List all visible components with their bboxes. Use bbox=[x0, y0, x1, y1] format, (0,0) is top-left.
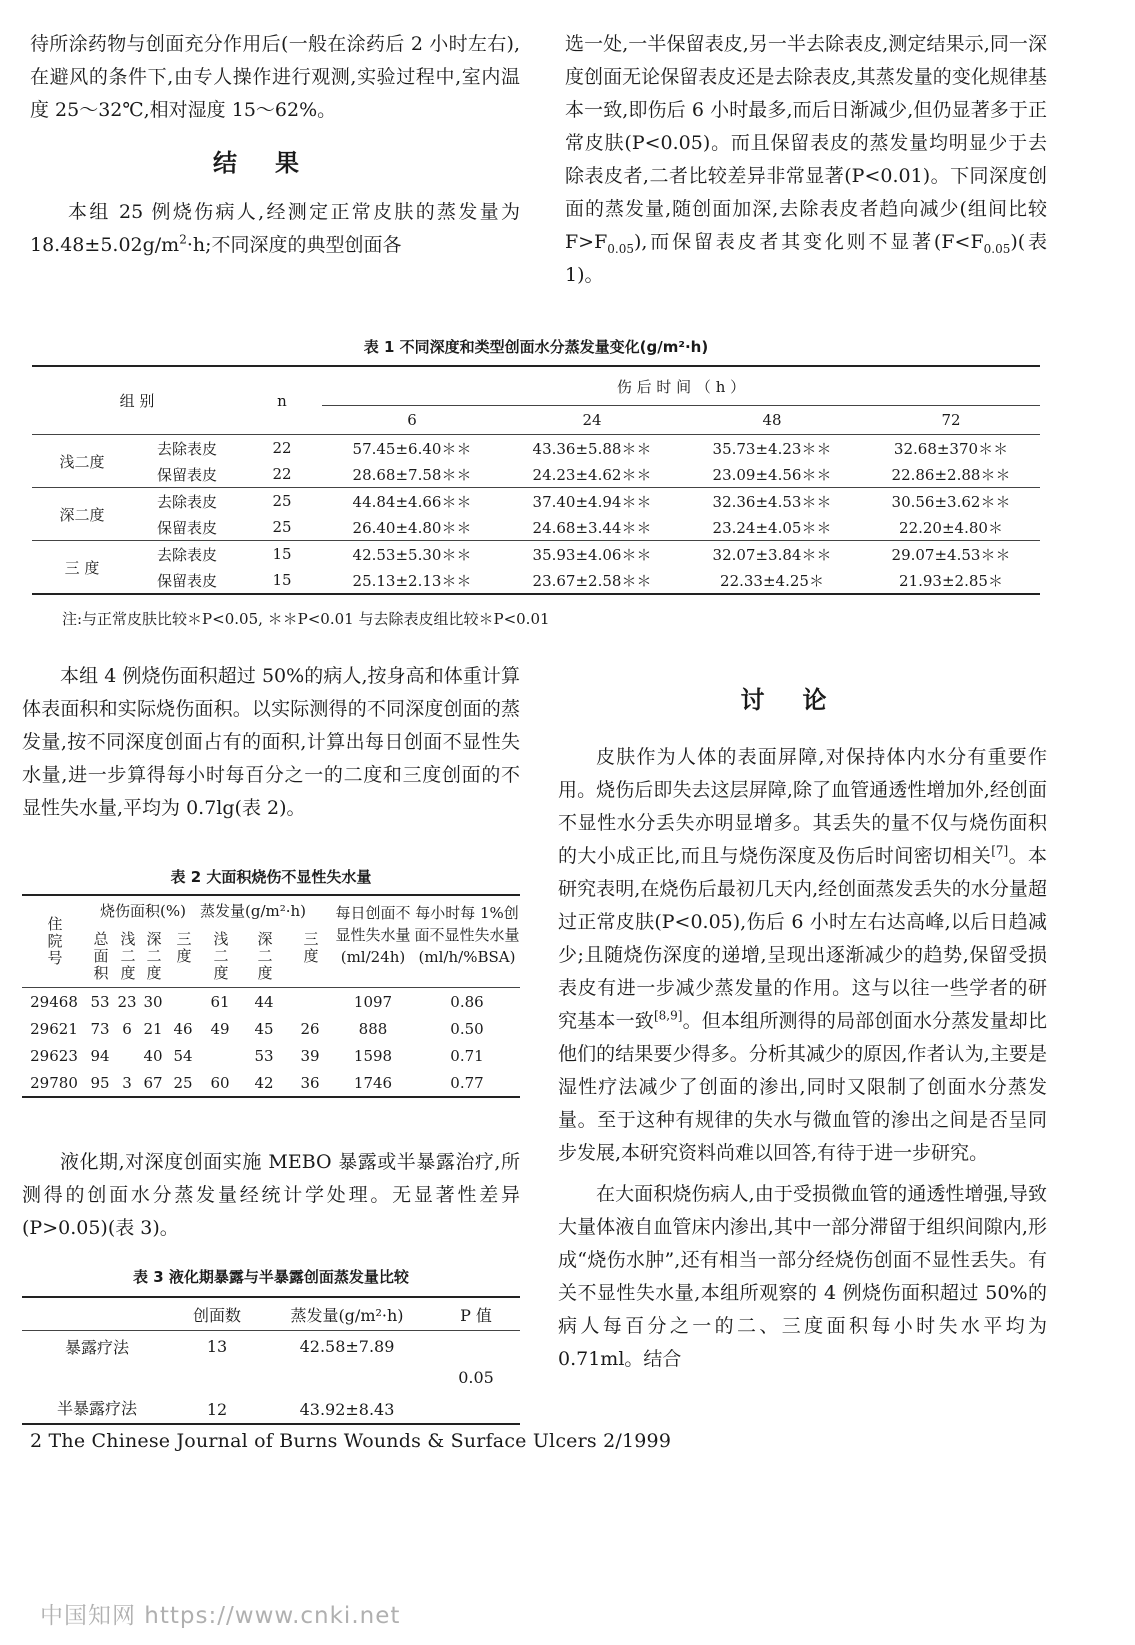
cell: 1746 bbox=[353, 1073, 393, 1092]
time-header: 48 bbox=[682, 406, 862, 435]
text: 选一处,一半保留表皮,另一半去除表皮,测定结果示,同一深度创面无论保留表皮还是去除表皮,其蒸发量的变化规律基本一致,即伤后 6 小时最多,而后日渐减少,但仍显著多于正常皮肤(P<0.05)。而且保留表皮的蒸发量均明显少于去除表皮者,二者比较差异非常显著(P<0.01)。下同深度创面的蒸发量,随创面加深,去除表皮者趋向减少(组间比较 F>F bbox=[565, 33, 1047, 253]
paragraph bbox=[565, 28, 1047, 292]
cell: 53 bbox=[86, 988, 114, 1016]
table-row bbox=[22, 988, 520, 1016]
type-cell: 去除表皮 bbox=[132, 488, 242, 515]
col-header-daily: 每日创面不显性失水量(ml/24h) bbox=[335, 904, 411, 966]
cell: 53 bbox=[254, 1046, 274, 1065]
n-cell: 22 bbox=[242, 435, 322, 462]
table-row bbox=[22, 1015, 520, 1042]
paragraph: 液化期,对深度创面实施 MEBO 暴露或半暴露治疗,所测得的创面水分蒸发量经统计学处理。无显著性差异(P>0.05)(表 3)。 bbox=[22, 1151, 520, 1239]
value-cell: 32.07±3.84＊＊ bbox=[682, 541, 862, 568]
col-header-id: 住院号 bbox=[45, 916, 64, 967]
text: ),而保留表皮者其变化则不显著(F<F bbox=[634, 231, 984, 253]
col-header-evap: 蒸发量(g/m²·h) bbox=[200, 902, 307, 920]
sub-header: 浅二度 bbox=[211, 931, 230, 982]
n-cell: 25 bbox=[242, 488, 322, 515]
results-heading: 结果 bbox=[213, 149, 337, 177]
cell: 42.58±7.89 bbox=[299, 1336, 395, 1356]
cell: 30 bbox=[140, 988, 166, 1016]
cell: 61 bbox=[200, 988, 240, 1016]
value-cell: 26.40±4.80＊＊ bbox=[352, 518, 472, 537]
cell: 13 bbox=[206, 1336, 228, 1356]
cell bbox=[200, 1042, 240, 1069]
col-header: 蒸发量(g/m²·h) bbox=[262, 1297, 432, 1331]
col-header: 创面数 bbox=[172, 1297, 262, 1331]
n-cell: 22 bbox=[272, 465, 292, 483]
cell: 25 bbox=[173, 1073, 193, 1092]
right-column-top bbox=[565, 28, 1047, 292]
table-row bbox=[32, 488, 1040, 515]
cell: 44 bbox=[240, 988, 288, 1016]
discussion-heading: 讨论 bbox=[740, 686, 865, 714]
time-header: 6 bbox=[322, 406, 502, 435]
col-header-group: 组 别 bbox=[119, 392, 155, 410]
cell bbox=[288, 988, 332, 1016]
left-column-low bbox=[22, 1146, 520, 1245]
cell: 49 bbox=[210, 1019, 230, 1038]
text: 。本研究表明,在烧伤后最初几天内,经创面蒸发丢失的水分量超过正常皮肤(P<0.05),伤后 6 小时左右达高峰,以后日趋减少;且随烧伤深度的递增,呈现出逐渐减少的趋势,保留受损表皮有进一步减少蒸发量的作用。这与以往一些学者的研究基本一致 bbox=[558, 845, 1047, 1032]
p-value: 0.05 bbox=[458, 1367, 494, 1387]
cell: 0.86 bbox=[414, 988, 520, 1016]
value-cell: 28.68±7.58＊＊ bbox=[352, 465, 472, 484]
type-cell: 去除表皮 bbox=[132, 435, 242, 462]
value-cell: 23.09±4.56＊＊ bbox=[712, 465, 832, 484]
value-cell: 32.68±370＊＊ bbox=[862, 435, 1040, 462]
cell: 95 bbox=[90, 1073, 110, 1092]
col-header-time: 伤 后 时 间 （ h ） bbox=[616, 377, 746, 396]
sub-header: 深二度 bbox=[255, 931, 274, 982]
cell: 40 bbox=[143, 1046, 163, 1065]
value-cell: 24.23±4.62＊＊ bbox=[532, 465, 652, 484]
value-cell: 25.13±2.13＊＊ bbox=[352, 571, 472, 590]
cell: 60 bbox=[210, 1073, 230, 1092]
cell: 1598 bbox=[353, 1046, 393, 1065]
cell: 45 bbox=[254, 1019, 274, 1038]
cell: 42 bbox=[254, 1073, 274, 1092]
table3-title: 表 3 液化期暴露与半暴露创面蒸发量比较 bbox=[133, 1268, 409, 1286]
col-header-n: n bbox=[277, 391, 287, 410]
table-row bbox=[32, 541, 1040, 568]
n-cell: 15 bbox=[272, 571, 292, 589]
cell: 67 bbox=[143, 1073, 163, 1092]
cell: 0.50 bbox=[450, 1019, 484, 1038]
type-cell: 保留表皮 bbox=[156, 465, 217, 484]
cell: 29468 bbox=[22, 988, 86, 1016]
value-cell: 21.93±2.85＊ bbox=[899, 571, 1003, 590]
depth-label: 三 度 bbox=[32, 541, 132, 595]
sub-header: 三度 bbox=[301, 931, 320, 965]
table-row bbox=[22, 1331, 520, 1362]
table-row bbox=[32, 461, 1040, 488]
type-cell: 保留表皮 bbox=[156, 518, 217, 537]
depth-label: 浅二度 bbox=[32, 435, 132, 488]
col-header: P 值 bbox=[432, 1297, 520, 1331]
cell: 39 bbox=[300, 1046, 320, 1065]
table-row bbox=[32, 567, 1040, 594]
paragraph: 本组 4 例烧伤面积超过 50%的病人,按身高和体重计算体表面积和实际烧伤面积。以实际测得的不同深度创面的蒸发量,按不同深度创面占有的面积,计算出每日创面不显性失水量,进一步算得每小时每百分之一的二度和三度创面的不显性失水量,平均为 0.7lg(表 2)。 bbox=[22, 665, 520, 819]
sub-header: 浅二度 bbox=[118, 931, 137, 982]
cell: 半暴露疗法 bbox=[56, 1399, 137, 1418]
cell bbox=[114, 1042, 140, 1069]
n-cell: 25 bbox=[272, 518, 292, 536]
cell: 26 bbox=[300, 1019, 320, 1038]
value-cell: 57.45±6.40＊＊ bbox=[322, 435, 502, 462]
type-cell: 去除表皮 bbox=[132, 541, 242, 568]
cell: 54 bbox=[173, 1046, 193, 1065]
table2-title: 表 2 大面积烧伤不显性失水量 bbox=[170, 868, 372, 886]
value-cell: 37.40±4.94＊＊ bbox=[502, 488, 682, 515]
cell: 23 bbox=[114, 988, 140, 1016]
cell: 1097 bbox=[332, 988, 414, 1016]
text: )(表 1)。 bbox=[565, 231, 1048, 286]
table-row bbox=[32, 435, 1040, 462]
sub-header: 三度 bbox=[174, 931, 193, 965]
cell: 21 bbox=[143, 1019, 163, 1038]
cell: 46 bbox=[173, 1019, 193, 1038]
table-row bbox=[32, 514, 1040, 541]
citation: [7] bbox=[991, 843, 1009, 858]
cell: 888 bbox=[358, 1019, 388, 1038]
cell: 0.71 bbox=[450, 1046, 484, 1065]
superscript: 2 bbox=[179, 232, 187, 247]
value-cell: 35.73±4.23＊＊ bbox=[682, 435, 862, 462]
watermark: 中国知网 https://www.cnki.net bbox=[40, 1603, 401, 1629]
value-cell: 44.84±4.66＊＊ bbox=[322, 488, 502, 515]
cell: 94 bbox=[90, 1046, 110, 1065]
value-cell: 24.68±3.44＊＊ bbox=[532, 518, 652, 537]
text: 皮肤作为人体的表面屏障,对保持体内水分有重要作用。烧伤后即失去这层屏障,除了血管通透性增加外,经创面不显性水分丢失亦明显增多。其丢失的量不仅与烧伤面积的大小成正比,而且与烧伤深度及伤后时间密切相关 bbox=[558, 746, 1047, 867]
paragraph bbox=[30, 196, 520, 262]
value-cell: 35.93±4.06＊＊ bbox=[502, 541, 682, 568]
cell: 73 bbox=[90, 1019, 110, 1038]
subscript: 0.05 bbox=[607, 241, 635, 256]
value-cell: 22.20±4.80＊ bbox=[899, 518, 1003, 537]
col-header bbox=[22, 1297, 172, 1331]
text: 。但本组所测得的局部创面水分蒸发量却比他们的结果要少得多。分析其减少的原因,作者认为,主要是湿性疗法减少了创面的渗出,同时又限制了创面水分蒸发量。至于这种有规律的失水与微血管的渗出之间是否呈同步发展,本研究资料尚难以回答,有待于进一步研究。 bbox=[558, 1010, 1047, 1164]
value-cell: 23.67±2.58＊＊ bbox=[532, 571, 652, 590]
table-row bbox=[22, 1069, 520, 1097]
value-cell: 22.33±4.25＊ bbox=[720, 571, 824, 590]
depth-label: 深二度 bbox=[32, 488, 132, 541]
col-header-area: 烧伤面积(%) bbox=[100, 902, 186, 920]
right-column-discussion bbox=[558, 684, 1047, 1376]
paragraph: 待所涂药物与创面充分作用后(一般在涂药后 2 小时左右),在避风的条件下,由专人操作进行观测,实验过程中,室内温度 25～32℃,相对湿度 15～62%。 bbox=[30, 33, 520, 121]
value-cell: 29.07±4.53＊＊ bbox=[862, 541, 1040, 568]
cell: 29780 bbox=[30, 1073, 78, 1092]
value-cell: 42.53±5.30＊＊ bbox=[322, 541, 502, 568]
cell: 36 bbox=[300, 1073, 320, 1092]
table2 bbox=[22, 894, 520, 1098]
time-header: 72 bbox=[862, 406, 1040, 435]
paragraph bbox=[558, 741, 1047, 1170]
table3 bbox=[22, 1296, 520, 1425]
value-cell: 32.36±4.53＊＊ bbox=[682, 488, 862, 515]
subscript: 0.05 bbox=[983, 241, 1011, 256]
cell: 暴露疗法 bbox=[64, 1337, 129, 1357]
cell bbox=[166, 988, 200, 1016]
citation: [8,9] bbox=[653, 1008, 683, 1023]
footer: 2 The Chinese Journal of Burns Wounds & Surface Ulcers 2/1999 bbox=[30, 1430, 672, 1452]
col-header-hourly: 每小时每 1%创面不显性失水量(ml/h/%BSA) bbox=[414, 904, 520, 966]
left-column-mid bbox=[22, 660, 520, 825]
n-cell: 15 bbox=[242, 541, 322, 568]
cell: 12 bbox=[206, 1400, 228, 1419]
table1 bbox=[32, 365, 1040, 595]
cell: 3 bbox=[122, 1073, 132, 1092]
sub-header: 深二度 bbox=[144, 931, 163, 982]
value-cell: 23.24±4.05＊＊ bbox=[712, 518, 832, 537]
cell: 6 bbox=[122, 1019, 132, 1038]
value-cell: 22.86±2.88＊＊ bbox=[891, 465, 1011, 484]
time-header: 24 bbox=[502, 406, 682, 435]
table-row bbox=[22, 1042, 520, 1069]
value-cell: 30.56±3.62＊＊ bbox=[862, 488, 1040, 515]
text: 本组 25 例烧伤病人,经测定正常皮肤的蒸发量为 18.48±5.02g/m bbox=[30, 201, 520, 256]
type-cell: 保留表皮 bbox=[156, 571, 217, 590]
cell: 0.77 bbox=[450, 1073, 484, 1092]
sub-header: 总面积 bbox=[91, 931, 110, 982]
cell: 29623 bbox=[30, 1046, 78, 1065]
table1-note: 注:与正常皮肤比较＊P<0.05, ＊＊P<0.01 与去除表皮组比较＊P<0.01 bbox=[62, 610, 550, 628]
paragraph: 在大面积烧伤病人,由于受损微血管的通透性增强,导致大量体液自血管床内渗出,其中一部分滞留于组织间隙内,形成“烧伤水肿”,还有相当一部分经烧伤创面不显性丢失。有关不显性失水量,本组所观察的 4 例烧伤面积超过 50%的病人每百分之一的二、三度面积每小时失水平均为 0.71ml。结合 bbox=[558, 1183, 1047, 1370]
text: ·h;不同深度的典型创面各 bbox=[186, 234, 402, 256]
table1-title: 表 1 不同深度和类型创面水分蒸发量变化(g/m²·h) bbox=[363, 338, 709, 356]
cell: 29621 bbox=[30, 1019, 78, 1038]
value-cell: 43.36±5.88＊＊ bbox=[502, 435, 682, 462]
left-column-top bbox=[30, 28, 520, 262]
cell: 43.92±8.43 bbox=[299, 1400, 395, 1419]
